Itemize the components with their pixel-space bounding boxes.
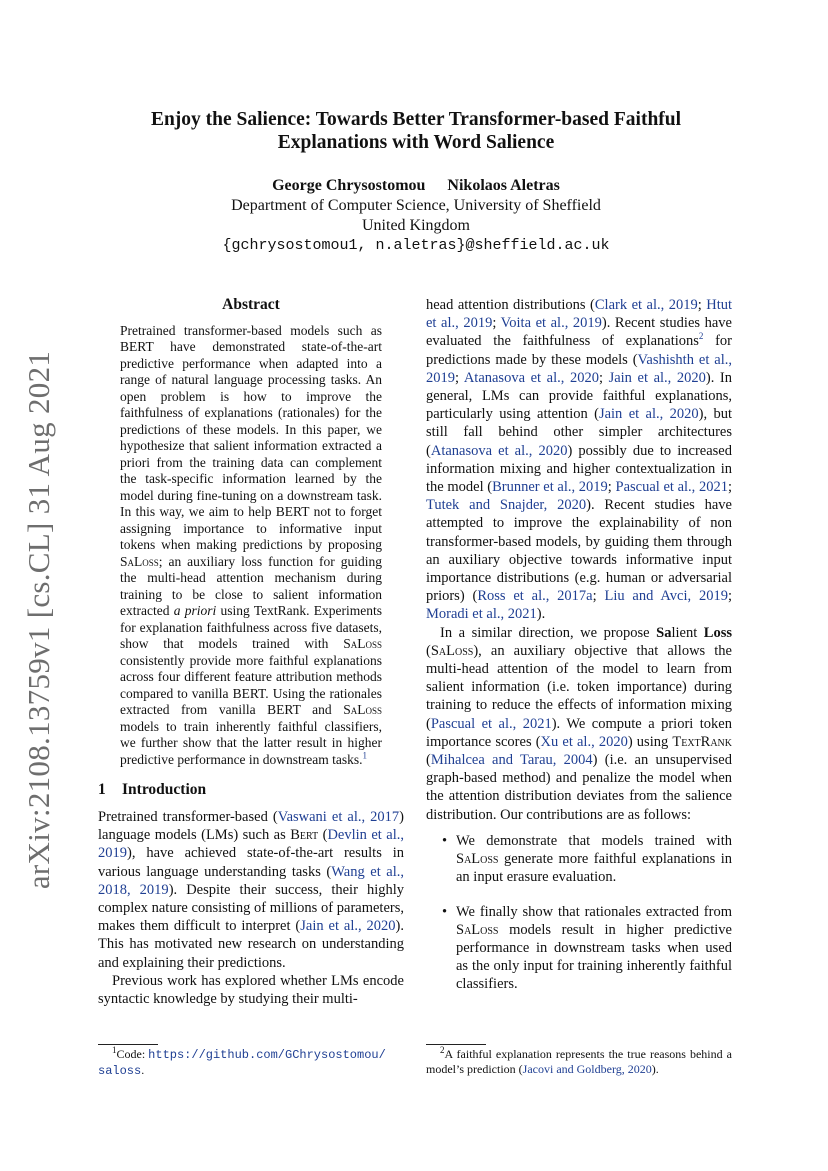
citation-link[interactable]: Atanasova et al., 2020 (463, 369, 599, 386)
country: United Kingdom (362, 217, 470, 234)
citation-link[interactable]: Clark et al., 2019 (594, 297, 698, 313)
footnote-divider (426, 1044, 486, 1045)
saloss-term: SaLoss (456, 851, 499, 868)
footnote-marker: 2 (440, 1045, 445, 1055)
title-line-1: Enjoy the Salience: Towards Better Transformer-based Faithful (150, 109, 682, 130)
citation-link[interactable]: Jain et al., 2020 (300, 918, 396, 935)
body-text: ; (727, 588, 732, 605)
body-text: ; (607, 479, 616, 496)
saloss-term: SaLoss (343, 636, 382, 651)
body-text: ; (492, 315, 501, 332)
author-2: Nikolaos Aletras (447, 177, 560, 194)
arxiv-side-stamp (14, 350, 64, 890)
abstract-text: ; an auxiliary loss function for guiding the multi-head attention mechanism during training to be close to salient information extracted (120, 553, 382, 618)
textrank-term: TextRank (672, 733, 732, 750)
citation-link[interactable]: Ross et al., 2017a (477, 588, 593, 605)
right-paragraph-2 (426, 624, 732, 824)
body-text: Pretrained transformer-based ( (98, 809, 278, 825)
author-1: George Chrysostomou (272, 177, 426, 194)
paper-title (100, 108, 732, 154)
citation-link[interactable]: Pascual et al., 2021 (615, 479, 728, 496)
list-item (426, 832, 732, 887)
footnote-marker[interactable]: 2 (698, 331, 704, 342)
saloss-term: SaLoss (456, 921, 499, 938)
body-text: ), but still fall behind other simpler architectures ( (426, 406, 732, 459)
section-number: 1 (98, 781, 106, 798)
citation-link[interactable]: Vaswani et al., 2017 (277, 809, 400, 825)
bert-term: Bert (290, 827, 319, 844)
citation-link[interactable]: Jain et al., 2020 (608, 369, 706, 386)
body-text: ) (i.e. an unsupervised graph-based method) and penalize the model when the attention distribution deviates from the salience distribution. Our contributions are as follows: (426, 752, 732, 823)
body-text: ) possibly due to increased information mixing and higher contextualization in the model ( (426, 442, 732, 496)
body-text: ). We compute a priori token importance scores ( (426, 715, 732, 750)
right-column (426, 296, 732, 1010)
citation-link[interactable]: Liu and Avci, 2019 (604, 588, 728, 605)
citation-link[interactable]: Jacovi and Goldberg, 2020 (522, 1062, 652, 1076)
citation-link[interactable]: Devlin et al., 2019 (98, 827, 404, 862)
body-text: models result in higher predictive performance in downstream tasks when used as the only input for training inherently faithful classifiers. (456, 921, 732, 993)
body-text: ( (426, 642, 431, 659)
citation-link[interactable]: Tutek and Snajder, 2020 (426, 497, 587, 514)
body-text: ), an auxiliary objective that allows the multi-head attention of the model to learn from salient information (i.e. token importance) during training to reduce the effects of information mixing ( (426, 642, 732, 732)
footnote-marker: 1 (112, 1045, 117, 1055)
bold-term: Sa (656, 624, 672, 641)
abstract-text: models to train inherently faithful classifiers, we further show that the latter result in higher predictive performance in downstream tasks. (120, 718, 382, 767)
body-text: lient (671, 624, 704, 641)
body-text: ( (426, 752, 431, 769)
footnote-1 (98, 1047, 404, 1079)
bold-term: Loss (703, 624, 733, 641)
body-text: ) language models (LMs) such as (98, 809, 404, 844)
body-text: generate more faithful explanations in an input erasure evaluation. (456, 851, 732, 886)
title-line-2: Explanations with Word Salience (277, 132, 555, 153)
body-text: ), have achieved state-of-the-art results in various language understanding tasks ( (98, 845, 404, 880)
saloss-term: SaLoss (343, 702, 382, 717)
intro-paragraph-2: Previous work has explored whether LMs encode syntactic knowledge by studying their multi- (98, 972, 404, 1008)
footnote-text: ). (651, 1062, 659, 1076)
body-text: In a similar direction, we propose (440, 624, 657, 641)
footnote-text: A faithful explanation represents the true reasons behind a model’s prediction ( (426, 1047, 732, 1076)
citation-link[interactable]: Mihalcea and Tarau, 2004 (430, 752, 593, 769)
right-paragraph-1 (426, 296, 732, 624)
footnote-2 (426, 1047, 732, 1077)
arxiv-identifier: arXiv:2108.13759v1 [cs.CL] 31 Aug 2021 (21, 350, 57, 890)
body-text: ). This has motivated new research on understanding and explaining their predictions. (98, 918, 405, 971)
body-text: ). (536, 606, 546, 623)
citation-link[interactable]: Brunner et al., 2019 (492, 479, 608, 496)
citation-link[interactable]: Vashishth et al., 2019 (426, 351, 732, 386)
list-item (426, 903, 732, 994)
citation-link[interactable]: Atanasova et al., 2020 (430, 442, 568, 459)
author-block (100, 176, 732, 256)
abstract-italic: a priori (173, 603, 217, 618)
footnote-label: Code: (116, 1047, 149, 1061)
citation-link[interactable]: Xu et al., 2020 (540, 733, 628, 750)
body-text: for predictions made by these models ( (426, 333, 732, 368)
body-text: ; (455, 369, 464, 386)
author-emails: {gchrysostomou1, n.aletras}@sheffield.ac.uk (222, 237, 610, 254)
body-text: ) using (627, 733, 673, 750)
body-text: ; (598, 369, 609, 386)
body-text: We demonstrate that models trained with (456, 832, 732, 849)
code-link[interactable]: saloss (98, 1064, 142, 1078)
author-names (100, 176, 732, 196)
body-text: head attention distributions ( (426, 297, 595, 313)
left-column (98, 296, 404, 1008)
footnote-divider (98, 1044, 158, 1045)
intro-paragraph-1 (98, 808, 404, 972)
body-text: We finally show that rationales extracted from (456, 903, 732, 920)
body-text: ; (727, 479, 732, 496)
citation-link[interactable]: Wang et al., 2018, 2019 (98, 863, 404, 898)
abstract-body (120, 323, 382, 769)
contributions-list (426, 832, 732, 994)
abstract-text: using TextRank. Experiments for explanation faithfulness across five datasets, show that models trained with (120, 603, 382, 651)
abstract-heading: Abstract (222, 296, 280, 313)
saloss-term: SaLoss (120, 553, 159, 569)
body-text: ( (318, 827, 328, 844)
citation-link[interactable]: Voita et al., 2019 (500, 315, 602, 332)
citation-link[interactable]: Moradi et al., 2021 (426, 606, 537, 623)
abstract-text: Pretrained transformer-based models such as BERT have demonstrated state-of-the-art predictive performance when adapted into a range of natural language processing tasks. An open problem is how to improve the faithfulness of explanations (rationales) for the predictions of these models. In this paper, we hypothesize that salient information extracted a priori from the training data can complement the task-specific information learned by the model during fine-tuning on a downstream task. In this way, we aim to help BERT not to forget assigning importance to informative input tokens when making predictions by proposing (120, 322, 382, 552)
body-text: ). In general, LMs can provide faithful explanations, particularly using attention ( (426, 369, 732, 423)
footnote-marker[interactable]: 1 (362, 750, 368, 760)
citation-link[interactable]: Pascual et al., 2021 (430, 715, 552, 732)
affiliation: Department of Computer Science, University of Sheffield (231, 197, 601, 214)
body-text: ). Recent studies have attempted to improve the explainability of non transformer-based models, by guiding them through an auxiliary objective towards informative input importance distributions (e.g. human or adversarial priors) ( (426, 497, 732, 605)
code-link[interactable]: https://github.com/GChrysostomou/ (148, 1048, 386, 1062)
body-text: ). Despite their success, their highly complex nature consisting of millions of parameters, makes them difficult to interpret ( (98, 881, 405, 935)
section-heading-introduction (98, 780, 404, 800)
abstract-text: consistently provide more faithful explanations across four different feature attribution methods compared to vanilla BERT. Using the rationales extracted from vanilla BERT and (120, 652, 382, 717)
body-text: ; (592, 588, 605, 605)
body-text: ; (697, 297, 707, 313)
section-title: Introduction (122, 781, 207, 798)
body-text: ). Recent studies have evaluated the faithfulness of explanations (426, 315, 732, 350)
citation-link[interactable]: Htut et al., 2019 (426, 297, 732, 332)
citation-link[interactable]: Jain et al., 2020 (598, 406, 699, 423)
footnote-text: . (141, 1063, 145, 1077)
saloss-term: SaLoss (430, 642, 474, 659)
